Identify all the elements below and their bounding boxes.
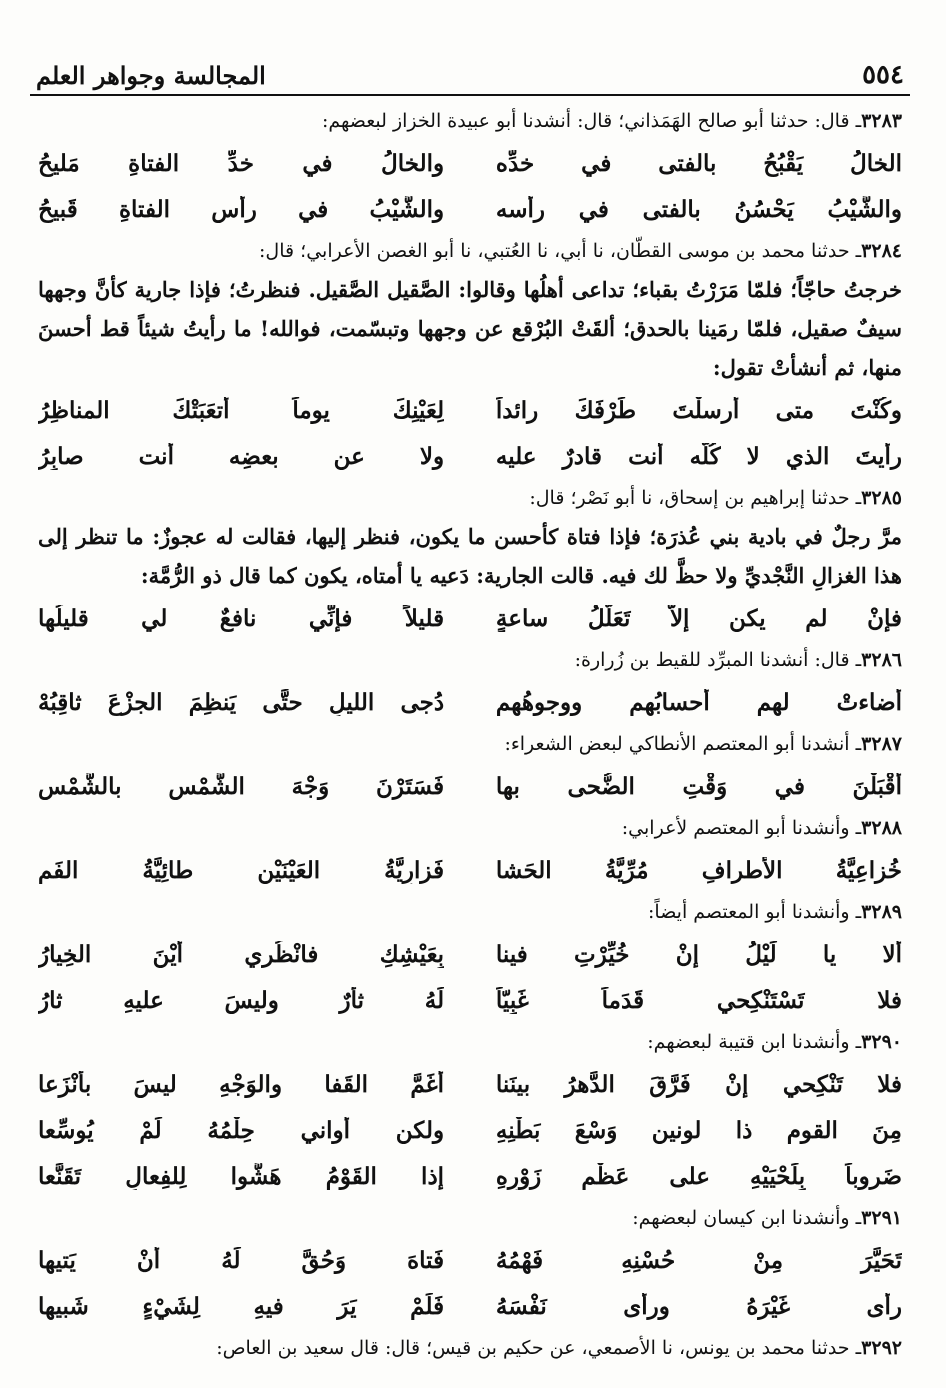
verse-line: [30, 595, 910, 641]
narration-text: ـ حدثنا محمد بن موسى القطّان، نا أبي، نا العُتبي، نا أبو الغصن الأعرابي؛ قال:: [259, 240, 862, 262]
verse-second-hemistich: والشَّيْبُ في رأسِ الفتاةِ قَبيحُ: [38, 195, 445, 223]
narration-intro: [30, 232, 910, 270]
verse-first-hemistich: الخالُ يَقْبُحُ بالفتى في خدِّه: [495, 149, 902, 177]
verse-line: [30, 977, 910, 1023]
verse-line: [30, 433, 910, 479]
verse-second-hemistich: لَهُ ثأرٌ وليسَ عليهِ ثارُ: [38, 986, 445, 1014]
narration-intro: [30, 1329, 910, 1367]
page-header: [30, 40, 910, 96]
verse-second-hemistich: بِعَيْشِكِ فانْظُري أيْنَ الخِيارُ: [38, 940, 445, 968]
verse-second-hemistich: أغَمَّ القَفا والوَجْهِ ليسَ بأنْزَعا: [38, 1070, 445, 1098]
verse-second-hemistich: إذا القَوْمُ هَشُّوا لِلفِعالِ تَقَنَّعا: [38, 1162, 445, 1190]
verse-first-hemistich: خُزاعِيَّةُ الأطرافِ مُرِّيَّةُ الحَشا: [495, 856, 902, 884]
narration-intro: [30, 641, 910, 679]
verse-second-hemistich: فَلَمْ يَرَ فيهِ لِشَيْءٍ شَبيها: [38, 1292, 445, 1320]
verse-second-hemistich: فَزارِيَّةُ العَيْنَيْنِ طائِيَّةُ الفَمِ: [38, 856, 445, 884]
entry-number: ٣٢٩٢: [861, 1337, 902, 1359]
narration-text: ـ قال: حدثنا أبو صالح الهَمَذاني؛ قال: أنشدنا أبو عبيدة الخزاز لبعضهم:: [321, 110, 862, 132]
entry-number: ٣٢٩١: [861, 1207, 902, 1229]
verse-second-hemistich: دُجى الليلِ حتَّى يَنظِمَ الجزْعَ ثاقِبُهْ: [38, 688, 445, 716]
narration-intro: [30, 725, 910, 763]
narration-text: ـ أنشدنا أبو المعتصم الأنطاكي لبعض الشعراء:: [504, 733, 862, 755]
verse-line: [30, 847, 910, 893]
verse-line: [30, 1061, 910, 1107]
verse-line: [30, 186, 910, 232]
narration-text: ـ قال: أنشدنا المبرِّد للقيط بن زُرارة:: [574, 649, 862, 671]
verse-second-hemistich: فَسَتَرْنَ وَجْهَ الشَّمْسِ بالشَّمْسِ: [38, 772, 445, 800]
page-content: [30, 96, 910, 1367]
entry-number: ٣٢٩٠: [861, 1031, 902, 1053]
verse-line: [30, 1153, 910, 1199]
prose-paragraph: مرَّ رجلٌ في بادية بني عُذرَة؛ فإذا فتاة كأحسن ما يكون، فنظر إليها، فقالت له عجوزٌ: ما تنظر إلى هذا الغزالِ النَّجْديِّ ولا حظَّ لك فيه. قالت الجارية: دَعيه يا أمتاه، يكون كما قال ذو الرُّمَّة:: [38, 524, 902, 588]
entry-number: ٣٢٨٤: [861, 240, 902, 262]
entry-number: ٣٢٨٩: [861, 901, 902, 923]
verse-line: [30, 140, 910, 186]
narration-text: ـ حدثنا محمد بن يونس، نا الأصمعي، عن حكيم بن قيس؛ قال: قال سعيد بن العاص:: [216, 1337, 862, 1359]
narration-text: ـ وأنشدنا أبو المعتصم لأعرابي:: [621, 817, 862, 839]
narration-intro: [30, 809, 910, 847]
verse-first-hemistich: رأيتَ الذي لا كُلُّه أنت قادرٌ عليه: [495, 442, 902, 470]
page-number: ٥٥٤: [862, 60, 904, 90]
verse-first-hemistich: وكُنْتَ متى أرسلْتَ طَرْفَكَ رائداً: [495, 396, 902, 424]
verse-first-hemistich: ألا يا لَيْلُ إنْ خُيِّرْتِ فينا: [495, 940, 902, 968]
narration-text: ـ وأنشدنا أبو المعتصم أيضاً:: [648, 901, 862, 923]
verse-first-hemistich: تَحَيَّرَ مِنْ حُسْنِهِ فَهْمُهُ: [495, 1246, 902, 1274]
verse-line: [30, 1237, 910, 1283]
verse-line: [30, 931, 910, 977]
book-title: المجالسة وجواهر العلم: [36, 61, 266, 90]
verse-second-hemistich: فَتاهَ وَحُقَّ لَهُ أنْ يَتيها: [38, 1246, 445, 1274]
verse-second-hemistich: ولا عن بعضِه أنت صابِرُ: [38, 442, 445, 470]
verse-line: [30, 387, 910, 433]
narration-intro: [30, 893, 910, 931]
entry-number: ٣٢٨٧: [861, 733, 902, 755]
verse-first-hemistich: فلا تَنْكِحي إنْ فَرَّقَ الدَّهرُ بينَنا: [495, 1070, 902, 1098]
verse-second-hemistich: لِعَيْنِكَ يوماً أتعَبَتْكَ المناظِرُ: [38, 396, 445, 424]
verse-first-hemistich: فلا تَسْتَنْكِحي قَدَماً غَبِيّاً: [495, 986, 902, 1014]
entry-number: ٣٢٨٨: [861, 817, 902, 839]
book-page: [30, 40, 910, 1367]
narration-intro: [30, 479, 910, 517]
narration-intro: [30, 1023, 910, 1061]
narration-intro: [30, 1199, 910, 1237]
verse-first-hemistich: أقْبَلْنَ في وَقْتِ الضُّحى بها: [495, 772, 902, 800]
verse-second-hemistich: ولكن أواني حِلْمُهُ لَمْ يُوسِّعا: [38, 1116, 445, 1144]
narration-text: ـ حدثنا إبراهيم بن إسحاق، نا أبو نَصْر؛ قال:: [529, 487, 862, 509]
verse-line: [30, 1283, 910, 1329]
verse-second-hemistich: قليلاً فإنِّي نافعٌ لي قليلُها: [38, 604, 445, 632]
prose-paragraph: خرجتُ حاجّاً؛ فلمّا مَرَرْتُ بقباء؛ تداعى أهلُها وقالوا: الصَّقيل الصَّقيل. فنظرتُ؛ فإذا جارية كأنَّ وجهها سيفٌ صقيل، فلمّا رمَينا بالحدق؛ ألقَتْ البُرْقع عن وجهها وتبسّمت، فوالله! ما رأيتُ شيئاً قط أحسنَ منها، ثم أنشأتْ تقول:: [38, 277, 902, 380]
verse-first-hemistich: فإنْ لم يكن إلاَّ تَعَلُّلُ ساعةٍ: [495, 604, 902, 632]
narration-intro: [30, 102, 910, 140]
verse-first-hemistich: أضاءتْ لهم أحسابُهم ووجوهُهم: [495, 688, 902, 716]
verse-first-hemistich: والشَّيْبُ يَحْسُنُ بالفتى في رأسه: [495, 195, 902, 223]
verse-second-hemistich: والخالُ في خدِّ الفتاةِ مَليحُ: [38, 149, 445, 177]
narration-text: ـ وأنشدنا ابن قتيبة لبعضهم:: [647, 1031, 862, 1053]
verse-line: [30, 763, 910, 809]
verse-first-hemistich: رأى غَيْرَهُ ورأى نَفْسَهُ: [495, 1292, 902, 1320]
entry-number: ٣٢٨٦: [861, 649, 902, 671]
narration-text: ـ وأنشدنا ابن كيسان لبعضهم:: [632, 1207, 862, 1229]
verse-line: [30, 1107, 910, 1153]
verse-first-hemistich: ضَروباً بِلَحْيَيْهِ على عَظْمِ زَوْرِهِ: [495, 1162, 902, 1190]
verse-line: [30, 679, 910, 725]
verse-first-hemistich: مِنَ القومِ ذا لونينِ وَسْعَ بَطْنِهِ: [495, 1116, 902, 1144]
entry-number: ٣٢٨٣: [861, 110, 902, 132]
entry-number: ٣٢٨٥: [861, 487, 902, 509]
